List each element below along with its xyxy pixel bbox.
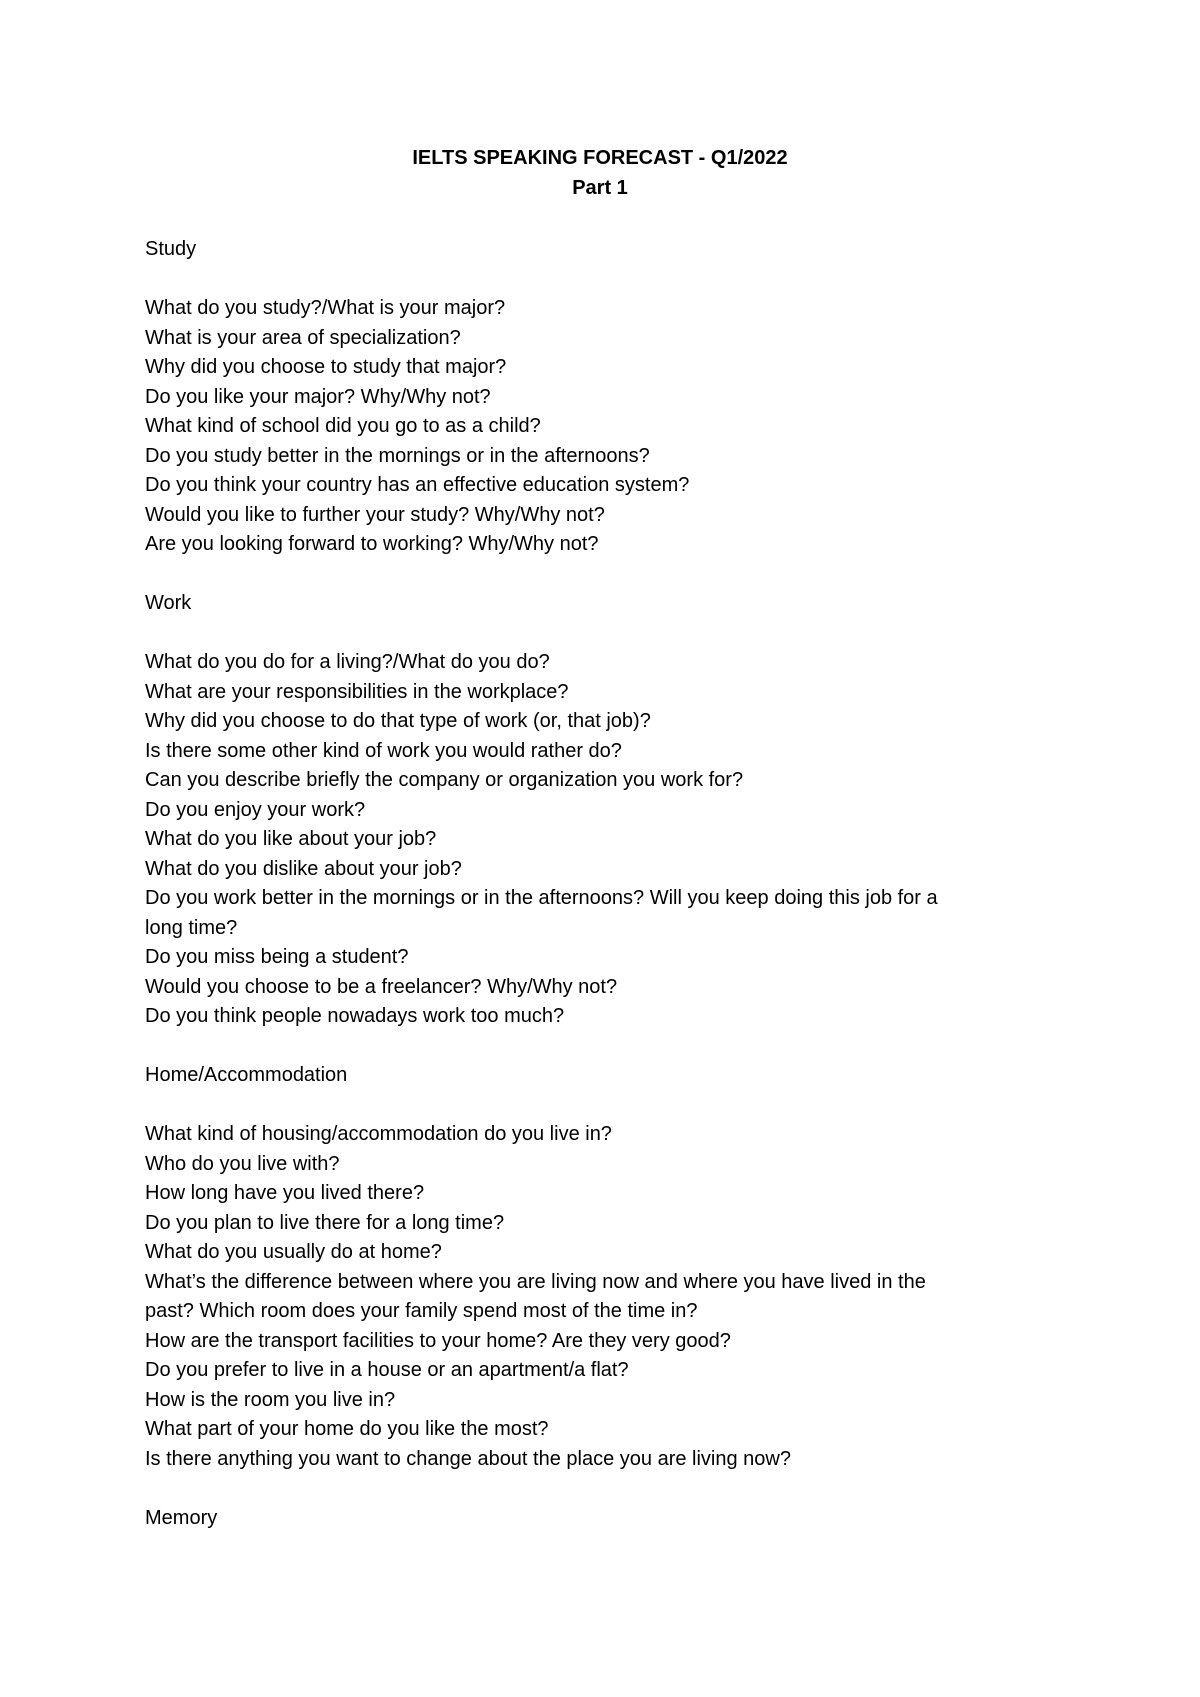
question-line: Would you like to further your study? Why/Why not? (145, 503, 605, 526)
question-line: Who do you live with? (145, 1152, 340, 1175)
question-list (145, 648, 1045, 1032)
question-line: past? Which room does your family spend most of the time in? (145, 1300, 698, 1322)
question-line: What do you usually do at home? (145, 1241, 442, 1263)
question-line: Do you enjoy your work? (145, 798, 366, 821)
question-line: Do you work better in the mornings or in the afternoons? Will you keep doing this job for a (145, 887, 938, 909)
question-line: Why did you choose to study that major? (145, 356, 507, 378)
section-home-accommodation (145, 1061, 1045, 1474)
question-line: Do you think people nowadays work too much? (145, 1005, 565, 1027)
question-line: Can you describe briefly the company or organization you work for? (145, 769, 744, 791)
question-line: What kind of school did you go to as a child? (145, 415, 541, 437)
section-title: Study (145, 238, 197, 260)
document-title: IELTS SPEAKING FORECAST - Q1/2022 (412, 147, 788, 169)
document-body (145, 235, 1045, 1533)
question-line: What do you like about your job? (145, 828, 437, 850)
section-title: Memory (145, 1506, 218, 1529)
question-line: Do you prefer to live in a house or an apartment/a flat? (145, 1359, 629, 1381)
section-memory (145, 1504, 1045, 1534)
question-list (145, 1120, 1045, 1474)
question-line: Do you plan to live there for a long time? (145, 1211, 505, 1234)
question-line: How are the transport facilities to your home? Are they very good? (145, 1329, 731, 1352)
question-list (145, 294, 1045, 560)
question-line: What do you do for a living?/What do you do? (145, 651, 550, 673)
question-line: Do you study better in the mornings or in the afternoons? (145, 444, 650, 467)
question-line: Would you choose to be a freelancer? Why/Why not? (145, 975, 618, 998)
question-line: Do you like your major? Why/Why not? (145, 385, 491, 408)
question-line: Is there some other kind of work you would rather do? (145, 739, 622, 762)
question-line: What do you study?/What is your major? (145, 297, 506, 319)
section-study (145, 235, 1045, 560)
section-work (145, 589, 1045, 1032)
question-line: What part of your home do you like the most? (145, 1418, 549, 1440)
document-subtitle: Part 1 (572, 177, 628, 199)
question-line: Do you think your country has an effective education system? (145, 474, 690, 496)
section-title: Home/Accommodation (145, 1064, 348, 1086)
section-title: Work (145, 592, 192, 614)
question-line: Do you miss being a student? (145, 946, 409, 968)
question-line: long time? (145, 916, 238, 939)
question-line: Why did you choose to do that type of work (or, that job)? (145, 710, 651, 732)
question-line: What are your responsibilities in the workplace? (145, 680, 569, 703)
question-line: What is your area of specialization? (145, 326, 461, 349)
question-line: What’s the difference between where you are living now and where you have lived in the (145, 1270, 926, 1293)
question-line: Are you looking forward to working? Why/Why not? (145, 533, 599, 555)
question-line: What do you dislike about your job? (145, 857, 462, 880)
question-line: How is the room you live in? (145, 1388, 396, 1411)
question-line: What kind of housing/accommodation do you live in? (145, 1123, 612, 1145)
question-line: Is there anything you want to change about the place you are living now? (145, 1447, 791, 1470)
question-line: How long have you lived there? (145, 1182, 425, 1204)
